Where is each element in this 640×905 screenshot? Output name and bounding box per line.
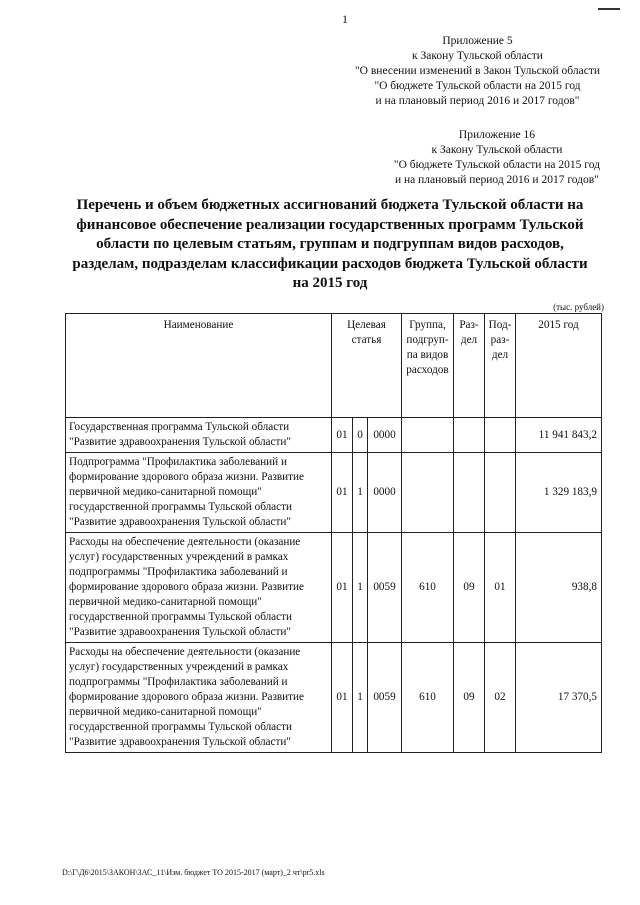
title-line-3: области по целевым статьям, группам и подгруппам видов расходов, bbox=[96, 236, 564, 253]
row-section: 09 bbox=[454, 533, 485, 643]
appendix-16-header bbox=[394, 128, 600, 188]
row-subsection: 02 bbox=[485, 643, 516, 753]
file-path-footer: D:\Г\Д6\2015\ЗАКОН\ЗАС_11\Изм. бюджет ТО 2015-2017 (март)_2 чт\pr5.xls bbox=[62, 868, 325, 877]
row-target-3: 0059 bbox=[368, 533, 402, 643]
title-line-1: Перечень и объем бюджетных ассигнований бюджета Тульской области на bbox=[76, 197, 584, 213]
row-target-1: 01 bbox=[332, 453, 353, 533]
appendix-16-line-1: Приложение 16 bbox=[458, 129, 535, 141]
table-row bbox=[66, 453, 602, 533]
title-line-4: разделам, подразделам классификации расходов бюджета Тульской области bbox=[72, 255, 588, 272]
row-group: 610 bbox=[402, 533, 454, 643]
row-section bbox=[454, 418, 485, 453]
table-header-row bbox=[66, 314, 602, 418]
row-subsection bbox=[485, 418, 516, 453]
header-target-article: Целевая статья bbox=[332, 314, 402, 418]
appendix-5-line-2: к Закону Тульской области bbox=[412, 50, 543, 62]
row-group bbox=[402, 453, 454, 533]
row-section: 09 bbox=[454, 643, 485, 753]
header-subsection: Под-раз-дел bbox=[485, 314, 516, 418]
page-number: 1 bbox=[342, 12, 348, 26]
header-group: Группа, подгруп-па видов расходов bbox=[402, 314, 454, 418]
row-target-3: 0000 bbox=[368, 453, 402, 533]
row-name: Расходы на обеспечение деятельности (оказание услуг) государственных учреждений в рамках подпрограммы "Профилактика заболеваний и формирование здорового образа жизни. Развитие первичной медико-санитарной помощи" государственной программы Тульской области "Развитие здравоохранения Тульской области" bbox=[66, 533, 332, 643]
table-row bbox=[66, 643, 602, 753]
table-row bbox=[66, 533, 602, 643]
appendix-5-line-3: "О внесении изменений в Закон Тульской области bbox=[354, 65, 600, 77]
row-section bbox=[454, 453, 485, 533]
appendix-5-line-1: Приложение 5 bbox=[442, 35, 513, 47]
appendix-16-line-2: к Закону Тульской области bbox=[431, 144, 563, 156]
title-line-2: финансовое обеспечение реализации государственных программ Тульской bbox=[76, 216, 584, 233]
row-subsection: 01 bbox=[485, 533, 516, 643]
row-amount: 1 329 183,9 bbox=[516, 453, 602, 533]
row-amount: 938,8 bbox=[516, 533, 602, 643]
appendix-16-line-4: и на плановый период 2016 и 2017 годов" bbox=[394, 174, 599, 186]
row-target-2: 0 bbox=[353, 418, 368, 453]
appendix-16-line-3: "О бюджете Тульской области на 2015 год bbox=[393, 159, 600, 171]
row-target-2: 1 bbox=[353, 643, 368, 753]
row-target-1: 01 bbox=[332, 418, 353, 453]
row-amount: 17 370,5 bbox=[516, 643, 602, 753]
units-label: (тыс. рублей) bbox=[553, 302, 604, 312]
header-section: Раз-дел bbox=[454, 314, 485, 418]
row-group bbox=[402, 418, 454, 453]
title-line-5: на 2015 год bbox=[292, 275, 368, 292]
row-target-2: 1 bbox=[353, 453, 368, 533]
row-target-1: 01 bbox=[332, 533, 353, 643]
row-name: Расходы на обеспечение деятельности (оказание услуг) государственных учреждений в рамках подпрограммы "Профилактика заболеваний и формирование здорового образа жизни. Развитие первичной медико-санитарной помощи" государственной программы Тульской области "Развитие здравоохранения Тульской области" bbox=[66, 643, 332, 753]
document-title bbox=[60, 196, 600, 294]
row-group: 610 bbox=[402, 643, 454, 753]
header-name: Наименование bbox=[66, 314, 332, 418]
row-name: Государственная программа Тульской области "Развитие здравоохранения Тульской области" bbox=[66, 418, 332, 453]
table-row bbox=[66, 418, 602, 453]
row-subsection bbox=[485, 453, 516, 533]
appendix-5-line-4: "О бюджете Тульской области на 2015 год bbox=[374, 80, 581, 92]
appendix-5-header bbox=[355, 34, 600, 109]
appendix-5-line-5: и на плановый период 2016 и 2017 годов" bbox=[375, 95, 580, 107]
header-year: 2015 год bbox=[516, 314, 602, 418]
row-target-3: 0059 bbox=[368, 643, 402, 753]
scan-mark bbox=[598, 8, 620, 10]
row-name: Подпрограмма "Профилактика заболеваний и формирование здорового образа жизни. Развитие первичной медико-санитарной помощи" государственной программы Тульской области "Развитие здравоохранения Тульской области" bbox=[66, 453, 332, 533]
row-amount: 11 941 843,2 bbox=[516, 418, 602, 453]
row-target-3: 0000 bbox=[368, 418, 402, 453]
row-target-2: 1 bbox=[353, 533, 368, 643]
row-target-1: 01 bbox=[332, 643, 353, 753]
budget-table bbox=[65, 313, 602, 753]
